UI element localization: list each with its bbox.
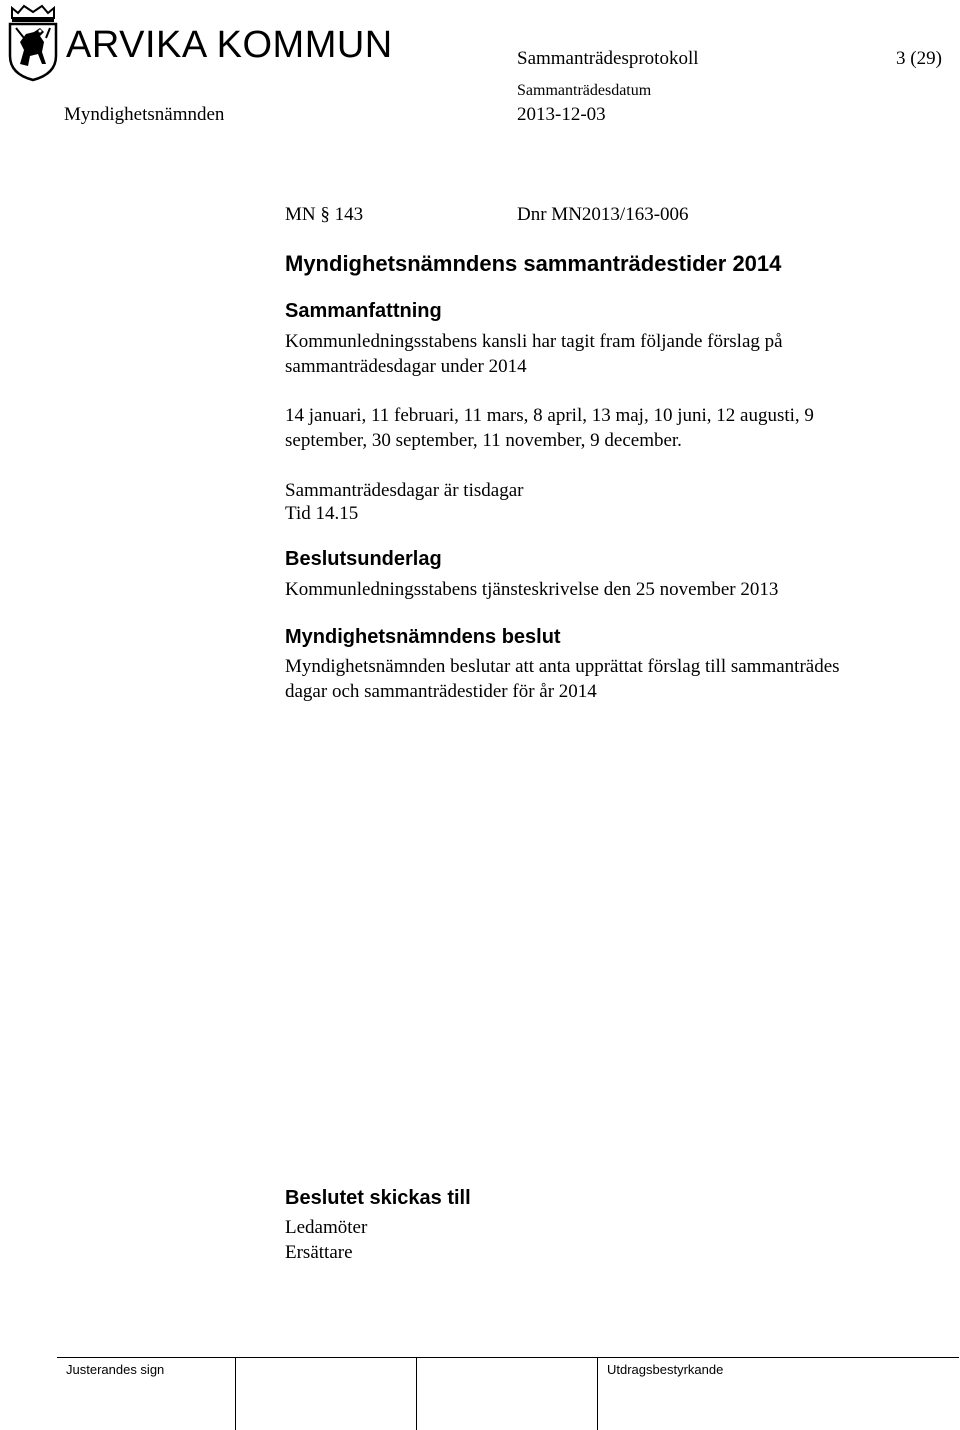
- paragraph-number: MN § 143: [285, 204, 364, 225]
- case-title: Myndighetsnämndens sammanträdestider 2014: [285, 251, 782, 276]
- meeting-dates-line-1: 14 januari, 11 februari, 11 mars, 8 april, 13 maj, 10 juni, 12 augusti, 9: [285, 405, 814, 426]
- coat-of-arms-icon: [4, 4, 62, 82]
- signature-box-divider: [597, 1357, 598, 1430]
- decision-text-line-1: Myndighetsnämnden beslutar att anta upprättat förslag till sammanträdes: [285, 656, 840, 677]
- summary-text-line-2: sammanträdesdagar under 2014: [285, 356, 527, 377]
- recipient-item: Ersättare: [285, 1242, 353, 1263]
- basis-heading: Beslutsunderlag: [285, 548, 442, 570]
- recipient-item: Ledamöter: [285, 1217, 368, 1238]
- document-type: Sammanträdesprotokoll: [517, 48, 699, 69]
- meeting-date-label: Sammanträdesdatum: [517, 82, 652, 99]
- footer-divider: [57, 1357, 959, 1358]
- meeting-time: Tid 14.15: [285, 503, 359, 524]
- decision-heading: Myndighetsnämndens beslut: [285, 626, 561, 648]
- page-number: 3 (29): [896, 48, 942, 69]
- adjuster-signature-label: Justerandes sign: [66, 1362, 165, 1377]
- signature-box-divider: [235, 1357, 236, 1430]
- meeting-date: 2013-12-03: [517, 104, 606, 125]
- summary-text-line-1: Kommunledningsstabens kansli har tagit fram följande förslag på: [285, 331, 783, 352]
- board-name: Myndighetsnämnden: [64, 104, 225, 125]
- case-number: Dnr MN2013/163-006: [517, 204, 689, 225]
- distribution-heading: Beslutet skickas till: [285, 1187, 471, 1209]
- extract-certification-label: Utdragsbestyrkande: [607, 1362, 724, 1377]
- basis-text: Kommunledningsstabens tjänsteskrivelse den 25 november 2013: [285, 579, 779, 600]
- meeting-dates-line-2: september, 30 september, 11 november, 9 december.: [285, 430, 682, 451]
- summary-heading: Sammanfattning: [285, 300, 442, 322]
- organization-name: ARVIKA KOMMUN: [66, 24, 393, 66]
- signature-box-divider: [416, 1357, 417, 1430]
- decision-text-line-2: dagar och sammanträdestider för år 2014: [285, 681, 597, 702]
- meeting-weekday: Sammanträdesdagar är tisdagar: [285, 480, 524, 501]
